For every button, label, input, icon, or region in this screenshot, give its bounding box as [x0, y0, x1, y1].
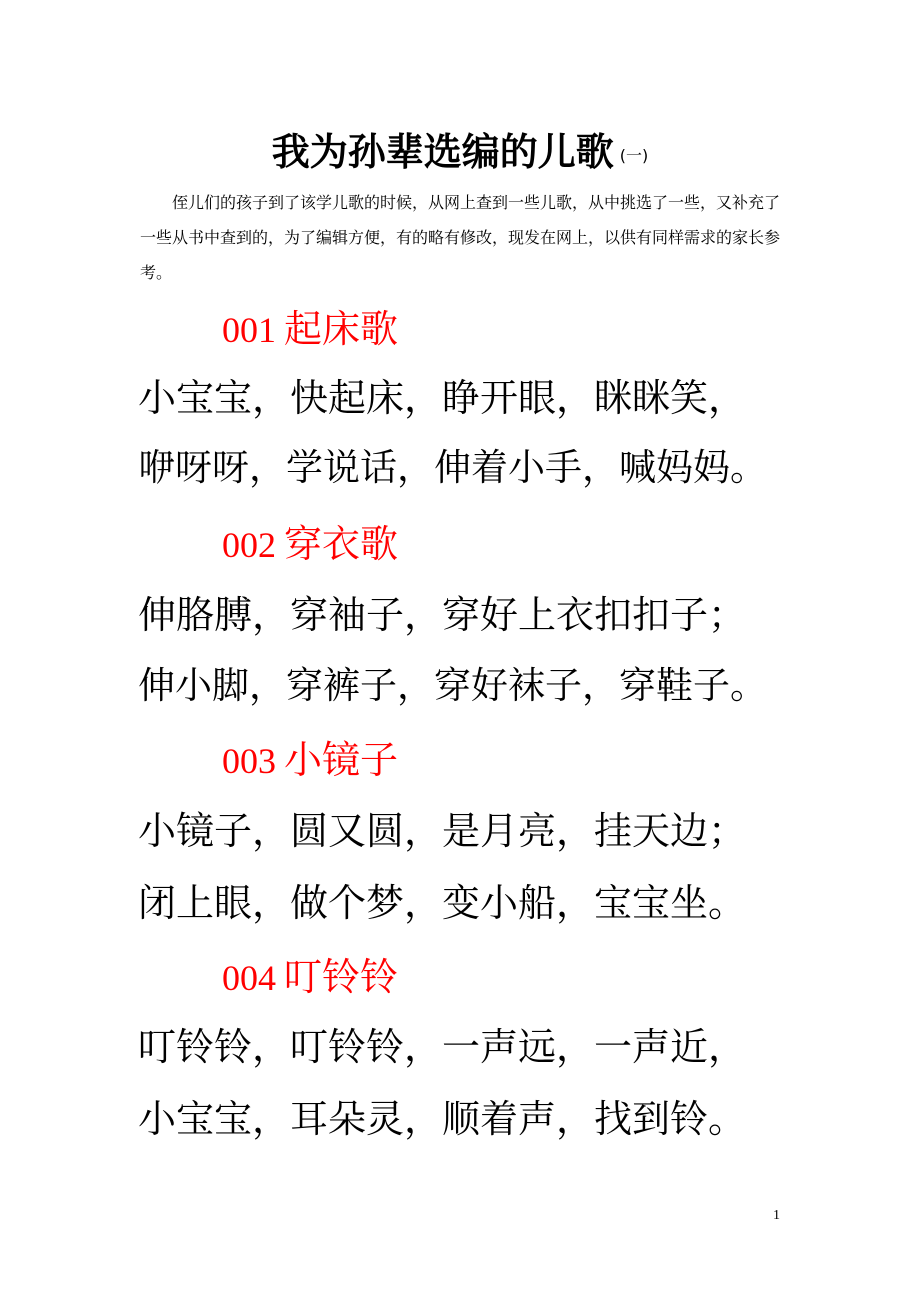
verse-line: 叮铃铃，叮铃铃，一声远，一声近，: [138, 1025, 747, 1069]
song-heading: [222, 952, 398, 1003]
title-suffix: (一): [619, 146, 649, 165]
song-heading: [222, 735, 398, 786]
song-name: 起床歌: [284, 307, 399, 351]
song-number: 001: [222, 310, 276, 350]
verse-line: 伸胳膊，穿袖子，穿好上衣扣扣子；: [138, 593, 747, 637]
song-number: 002: [222, 525, 276, 565]
song-heading: [222, 519, 398, 570]
verse-line: 小宝宝，耳朵灵，顺着声，找到铃。: [138, 1097, 747, 1141]
song-heading: [222, 304, 398, 355]
verse-line: 小镜子，圆又圆，是月亮，挂天边；: [138, 809, 747, 853]
verse-line: 小宝宝，快起床，睁开眼，眯眯笑，: [138, 376, 747, 420]
song-name: 穿衣歌: [284, 522, 399, 566]
verse-line: 伸小脚，穿裤子，穿好袜子，穿鞋子。: [138, 664, 767, 707]
verse-line: 闭上眼，做个梦，变小船，宝宝坐。: [138, 881, 747, 925]
song-number: 003: [222, 741, 276, 781]
song-name: 小镜子: [284, 738, 399, 782]
song-name: 叮铃铃: [284, 955, 399, 999]
document-title: [0, 128, 920, 180]
verse-line: 咿呀呀，学说话，伸着小手，喊妈妈。: [138, 446, 767, 489]
page-number: 1: [773, 1208, 780, 1223]
title-text: 我为孙辈选编的儿歌: [271, 130, 614, 174]
intro-paragraph: 侄儿们的孩子到了该学儿歌的时候，从网上查到一些儿歌，从中挑选了一些，又补充了一些从书中查到的，为了编辑方便，有的略有修改，现发在网上，以供有同样需求的家长参考。: [140, 193, 781, 282]
song-number: 004: [222, 958, 276, 998]
